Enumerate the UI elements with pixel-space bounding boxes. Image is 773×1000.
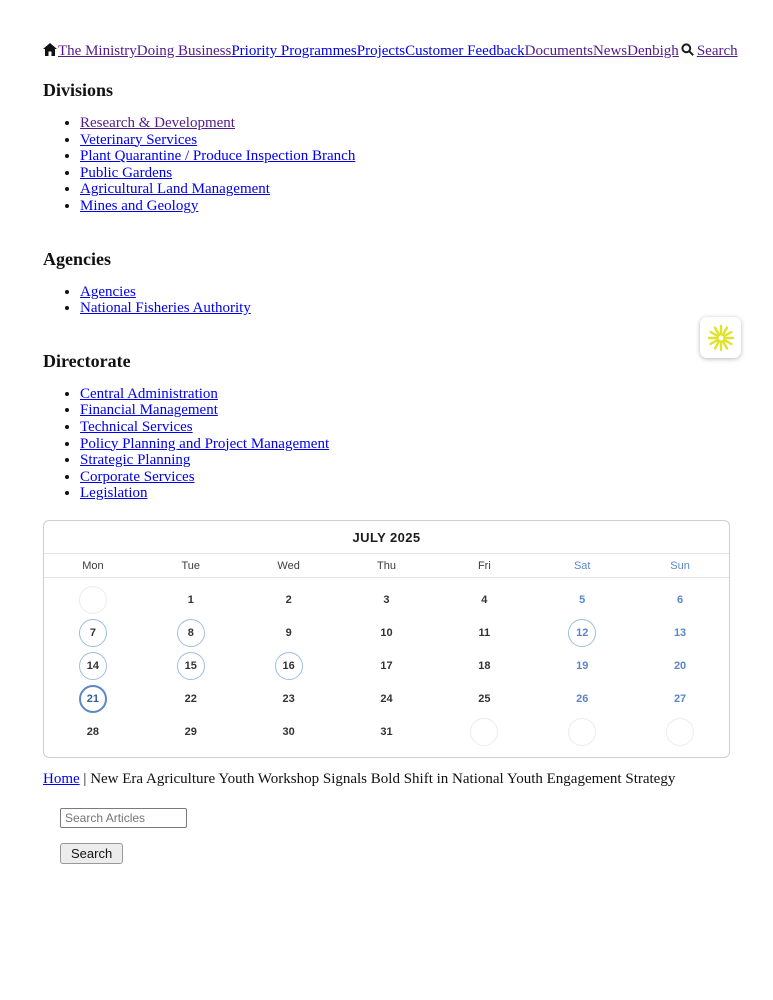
day-number-25: 25 bbox=[478, 693, 491, 706]
day-number-8[interactable]: 8 bbox=[177, 619, 205, 647]
day-number-3: 3 bbox=[383, 594, 390, 607]
article-search bbox=[60, 808, 730, 864]
link-plant-quarantine-produce-inspection-branch[interactable]: Plant Quarantine / Produce Inspection Branch bbox=[80, 148, 356, 165]
link-financial-management[interactable]: Financial Management bbox=[80, 402, 218, 419]
day-number-1: 1 bbox=[187, 594, 194, 607]
day-number-12[interactable]: 12 bbox=[568, 619, 596, 647]
day-number-28: 28 bbox=[86, 726, 100, 739]
list-item bbox=[80, 148, 730, 165]
calendar-cell-8 bbox=[142, 618, 240, 649]
calendar-widget bbox=[43, 520, 730, 758]
weekday-fri: Fri bbox=[477, 559, 491, 572]
calendar-cell-26 bbox=[533, 684, 631, 715]
calendar-cell-6 bbox=[631, 585, 729, 616]
weekday-wed: Wed bbox=[277, 559, 300, 572]
calendar-cell-7 bbox=[44, 618, 142, 649]
article-title: New Era Agriculture Youth Workshop Signals Bold Shift in National Youth Engagement Strategy bbox=[90, 770, 676, 787]
nav-link-doing-business[interactable]: Doing Business bbox=[136, 43, 232, 59]
calendar-cell-14 bbox=[44, 651, 142, 682]
section-title-divisions: Divisions bbox=[43, 80, 114, 100]
link-strategic-planning[interactable]: Strategic Planning bbox=[80, 452, 191, 469]
calendar-cell-16 bbox=[240, 651, 338, 682]
link-legislation[interactable]: Legislation bbox=[80, 485, 148, 502]
nav-link-projects[interactable]: Projects bbox=[356, 43, 406, 59]
calendar-cell-25 bbox=[435, 684, 533, 715]
day-number-23: 23 bbox=[282, 693, 295, 706]
day-number-31: 31 bbox=[380, 726, 393, 739]
calendar-cell-19 bbox=[533, 651, 631, 682]
day-number-13: 13 bbox=[673, 627, 687, 640]
list-item bbox=[80, 198, 730, 215]
link-veterinary-services[interactable]: Veterinary Services bbox=[80, 131, 198, 148]
weekday-mon: Mon bbox=[82, 559, 104, 572]
list-item bbox=[80, 165, 730, 182]
day-number-11: 11 bbox=[478, 627, 491, 640]
day-number-27: 27 bbox=[673, 693, 687, 706]
link-agricultural-land-management[interactable]: Agricultural Land Management bbox=[80, 181, 270, 198]
day-number-9: 9 bbox=[285, 627, 292, 640]
section-list-agencies bbox=[43, 284, 730, 317]
calendar-cell-9 bbox=[240, 618, 338, 649]
day-number-29: 29 bbox=[184, 726, 197, 739]
section-agencies bbox=[43, 249, 730, 317]
empty-circle bbox=[568, 718, 596, 746]
nav-link-news[interactable]: News bbox=[592, 43, 628, 59]
nav-link-the-ministry[interactable]: The Ministry bbox=[58, 43, 137, 59]
calendar-cell-10 bbox=[338, 618, 436, 649]
section-list-directorate bbox=[43, 386, 730, 502]
breadcrumb-separator: | bbox=[83, 770, 87, 787]
day-number-2: 2 bbox=[285, 594, 292, 607]
weekday-tue: Tue bbox=[181, 559, 201, 572]
link-mines-and-geology[interactable]: Mines and Geology bbox=[80, 197, 199, 214]
link-national-fisheries-authority[interactable]: National Fisheries Authority bbox=[80, 300, 251, 317]
day-number-22: 22 bbox=[184, 693, 197, 706]
day-number-16[interactable]: 16 bbox=[275, 652, 303, 680]
calendar-cell-21 bbox=[44, 684, 142, 715]
calendar-cell-13 bbox=[631, 618, 729, 649]
search-button[interactable]: Search bbox=[60, 843, 123, 864]
list-item bbox=[80, 115, 730, 132]
calendar-cell-3 bbox=[338, 585, 436, 616]
day-number-5: 5 bbox=[579, 594, 586, 607]
top-nav-links bbox=[58, 43, 679, 59]
day-number-18: 18 bbox=[478, 660, 491, 673]
section-title-directorate: Directorate bbox=[43, 350, 131, 371]
calendar-empty-cell bbox=[631, 717, 729, 748]
list-item bbox=[80, 436, 730, 453]
list-item bbox=[80, 386, 730, 403]
list-item bbox=[80, 419, 730, 436]
link-agencies[interactable]: Agencies bbox=[80, 283, 136, 300]
day-number-20: 20 bbox=[673, 660, 687, 673]
nav-link-documents[interactable]: Documents bbox=[524, 43, 593, 59]
calendar-cell-31 bbox=[338, 717, 436, 748]
day-number-19: 19 bbox=[576, 660, 589, 673]
link-corporate-services[interactable]: Corporate Services bbox=[80, 468, 195, 485]
section-title-agencies: Agencies bbox=[43, 248, 111, 269]
breadcrumb bbox=[43, 771, 730, 788]
asterisk-icon bbox=[707, 324, 735, 352]
section-divisions bbox=[43, 80, 730, 215]
link-policy-planning-and-project-management[interactable]: Policy Planning and Project Management bbox=[80, 435, 330, 452]
list-item bbox=[80, 132, 730, 149]
empty-circle bbox=[470, 718, 498, 746]
day-number-7[interactable]: 7 bbox=[79, 619, 107, 647]
day-number-14[interactable]: 14 bbox=[79, 652, 107, 680]
calendar-cell-20 bbox=[631, 651, 729, 682]
nav-link-denbigh[interactable]: Denbigh bbox=[627, 43, 679, 59]
weekday-thu: Thu bbox=[377, 559, 396, 572]
nav-link-customer-feedback[interactable]: Customer Feedback bbox=[405, 43, 525, 59]
section-list-divisions bbox=[43, 115, 730, 215]
search-input[interactable] bbox=[60, 808, 187, 828]
section-directorate bbox=[43, 351, 730, 502]
calendar-grid bbox=[44, 578, 729, 757]
day-number-21[interactable]: 21 bbox=[79, 685, 107, 713]
link-central-administration[interactable]: Central Administration bbox=[80, 385, 218, 402]
calendar-cell-18 bbox=[435, 651, 533, 682]
calendar-cell-24 bbox=[338, 684, 436, 715]
calendar-cell-28 bbox=[44, 717, 142, 748]
calendar-cell-29 bbox=[142, 717, 240, 748]
link-research-and-development[interactable]: Research & Development bbox=[80, 115, 235, 131]
link-technical-services[interactable]: Technical Services bbox=[80, 418, 193, 435]
calendar-empty-cell bbox=[435, 717, 533, 748]
list-item bbox=[80, 452, 730, 469]
empty-circle bbox=[666, 718, 694, 746]
day-number-4: 4 bbox=[481, 594, 488, 607]
calendar-cell-15 bbox=[142, 651, 240, 682]
day-number-26: 26 bbox=[576, 693, 589, 706]
calendar-cell-5 bbox=[533, 585, 631, 616]
day-number-10: 10 bbox=[380, 627, 393, 640]
list-item bbox=[80, 300, 730, 317]
breadcrumb-home-link[interactable]: Home bbox=[43, 770, 80, 787]
calendar-cell-4 bbox=[435, 585, 533, 616]
day-number-24: 24 bbox=[380, 693, 393, 706]
search-icon bbox=[681, 43, 697, 59]
calendar-weekdays bbox=[44, 554, 729, 578]
nav-search-link[interactable] bbox=[681, 43, 738, 59]
calendar-cell-2 bbox=[240, 585, 338, 616]
day-number-30: 30 bbox=[282, 726, 295, 739]
accessibility-widget[interactable] bbox=[700, 317, 741, 358]
list-item bbox=[80, 402, 730, 419]
calendar-month-title: JULY 2025 bbox=[44, 521, 729, 554]
home-icon[interactable] bbox=[43, 43, 58, 59]
calendar-cell-30 bbox=[240, 717, 338, 748]
nav-search-label: Search bbox=[696, 43, 738, 59]
top-nav bbox=[43, 43, 738, 60]
day-number-17: 17 bbox=[380, 660, 393, 673]
list-item bbox=[80, 181, 730, 198]
calendar-empty-cell bbox=[44, 585, 142, 616]
sections bbox=[43, 80, 730, 502]
calendar-empty-cell bbox=[533, 717, 631, 748]
weekday-sun: Sun bbox=[670, 559, 690, 572]
day-number-15[interactable]: 15 bbox=[177, 652, 205, 680]
calendar-cell-11 bbox=[435, 618, 533, 649]
calendar-cell-22 bbox=[142, 684, 240, 715]
calendar-cell-1 bbox=[142, 585, 240, 616]
calendar-cell-27 bbox=[631, 684, 729, 715]
link-public-gardens[interactable]: Public Gardens bbox=[80, 164, 173, 181]
calendar-cell-17 bbox=[338, 651, 436, 682]
list-item bbox=[80, 485, 730, 502]
calendar-cell-23 bbox=[240, 684, 338, 715]
list-item bbox=[80, 284, 730, 301]
list-item bbox=[80, 469, 730, 486]
empty-circle bbox=[79, 586, 107, 614]
day-number-6: 6 bbox=[677, 594, 684, 607]
weekday-sat: Sat bbox=[573, 559, 591, 572]
calendar-cell-12 bbox=[533, 618, 631, 649]
nav-link-priority-programmes[interactable]: Priority Programmes bbox=[231, 43, 357, 59]
